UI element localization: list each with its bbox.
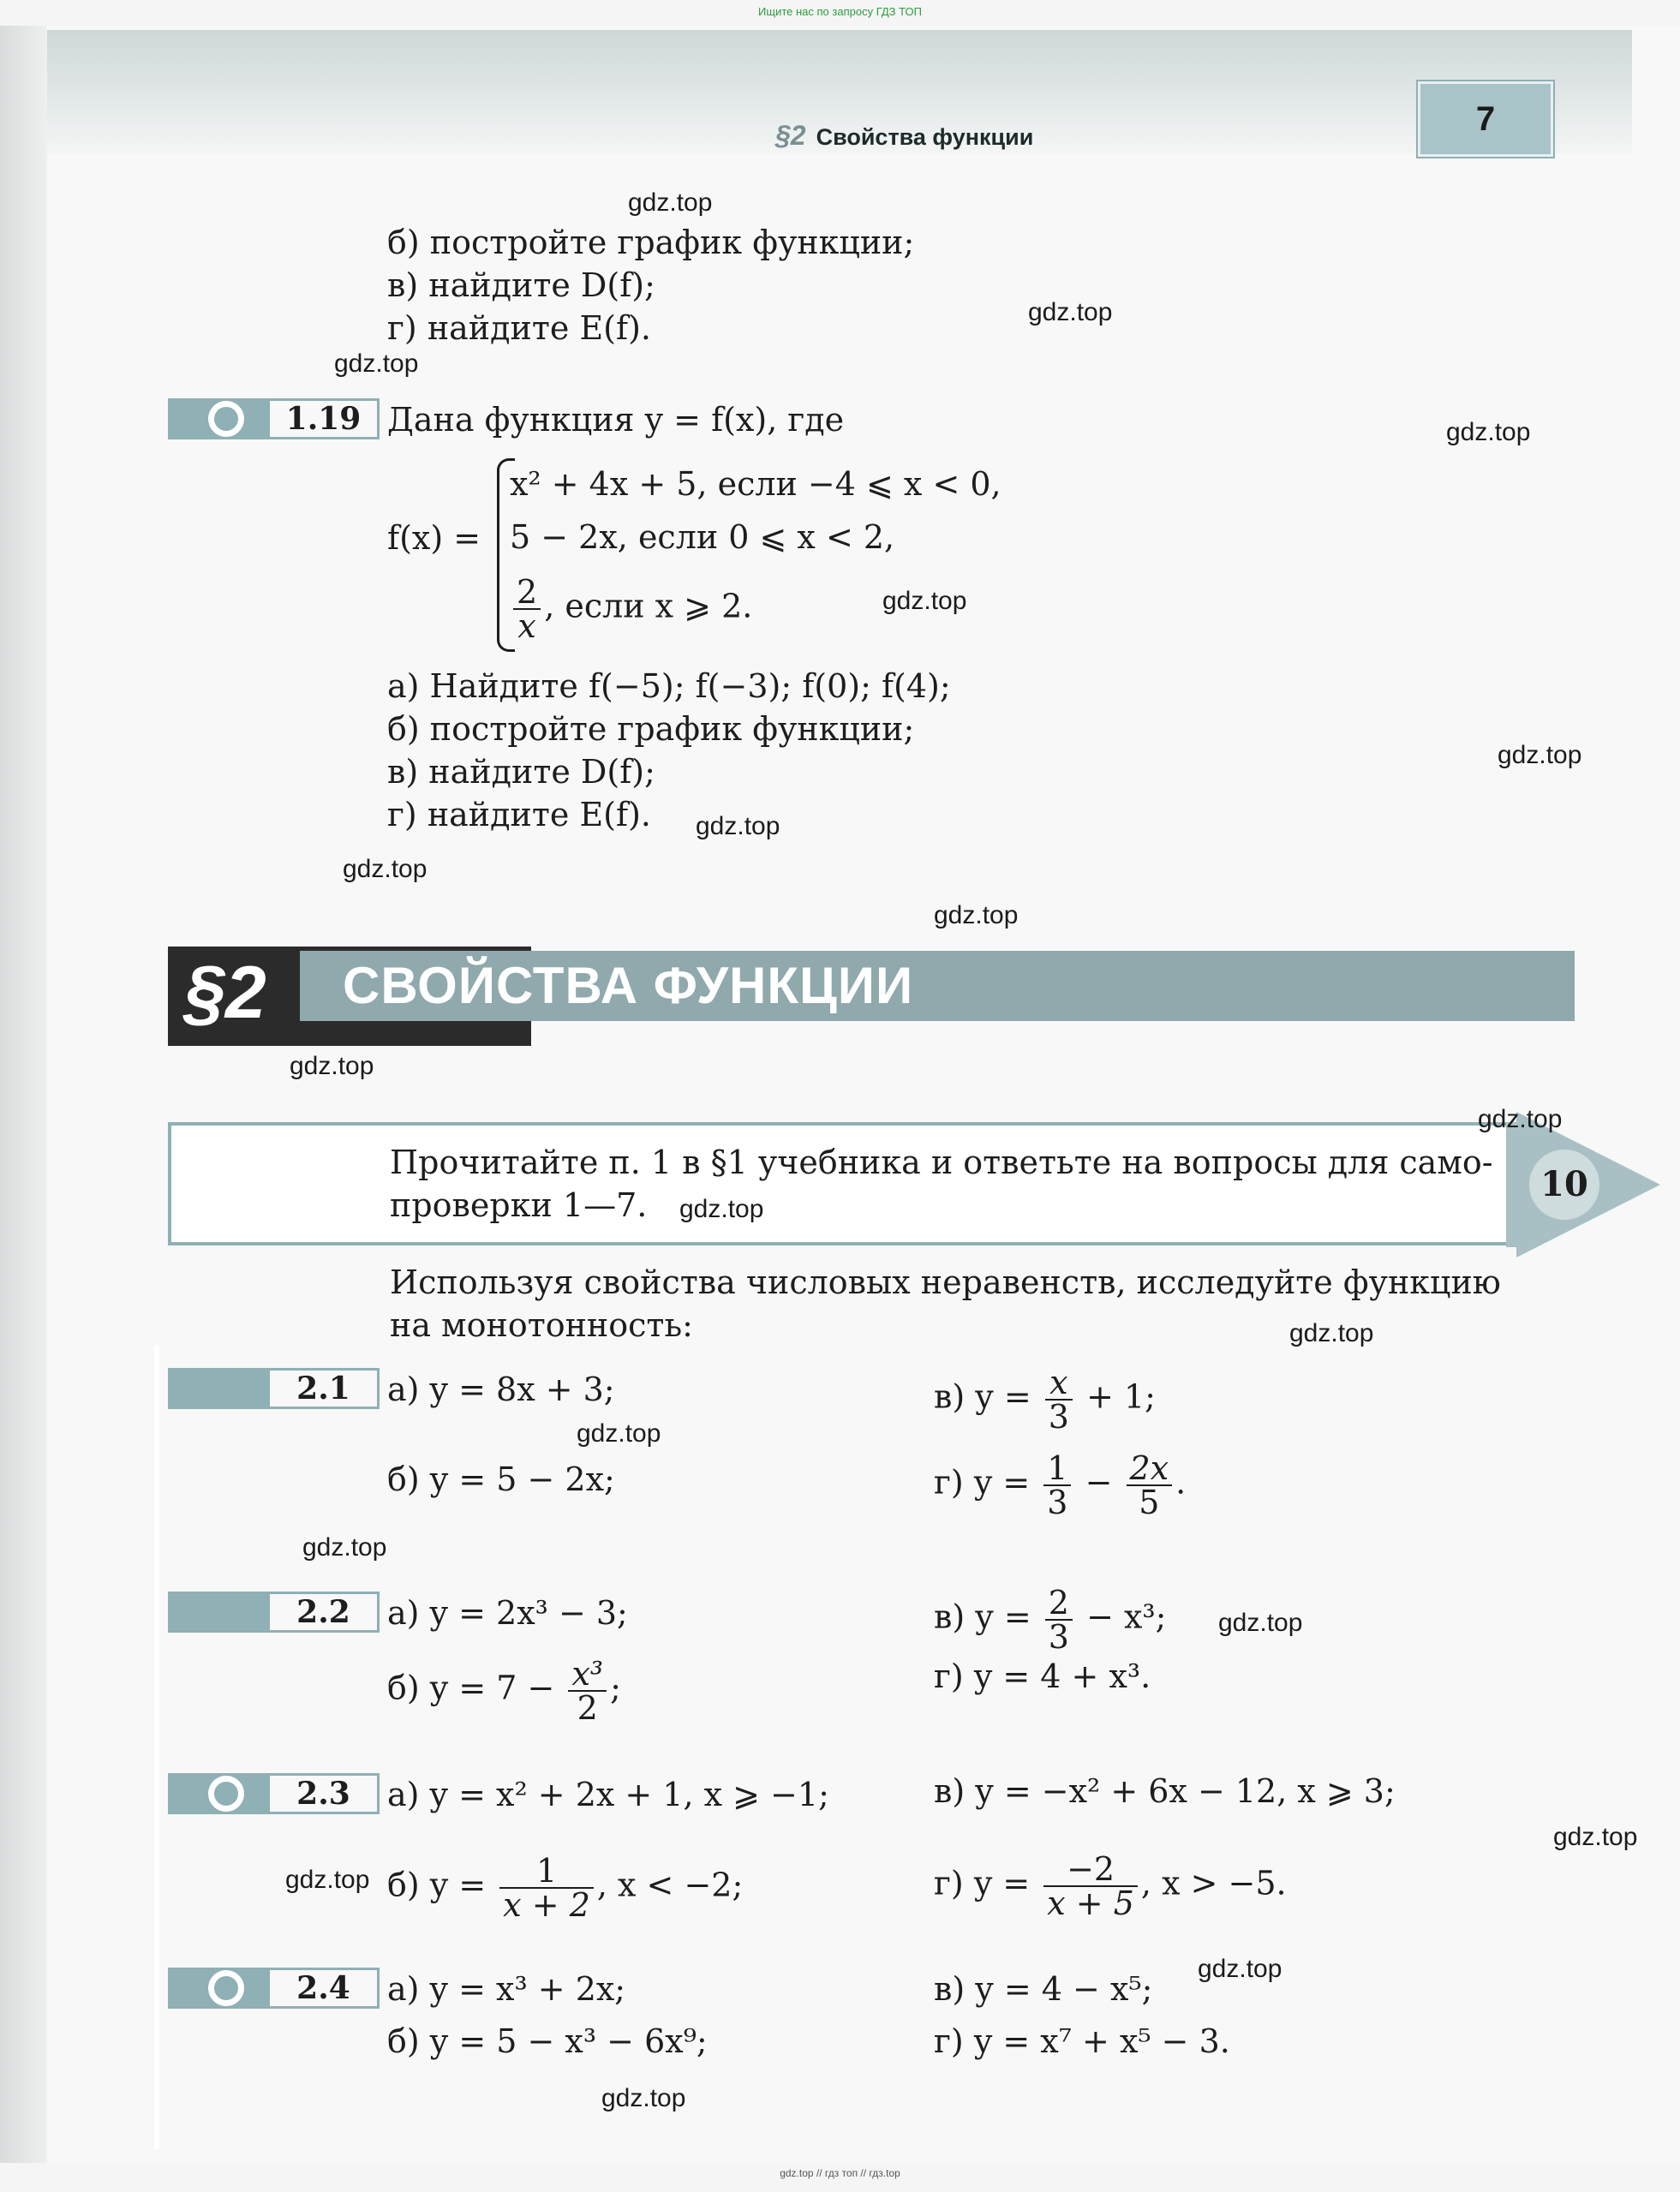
task-number: 2.4 [267,1968,380,2009]
page-number: 7 [1418,81,1553,157]
watermark: gdz.top [285,1866,370,1894]
watermark: gdz.top [302,1533,387,1562]
piecewise-case-1: x² + 4x + 5, если −4 ⩽ x < 0, [510,465,1001,503]
task-2-3-b [387,1852,744,1924]
eq-suffix: − x³; [1086,1598,1167,1636]
case3-numerator: 2 [513,576,541,610]
watermark: gdz.top [601,2084,686,2112]
eq-prefix: б) y = [387,1866,487,1904]
task-2-4-b: б) y = 5 − x³ − 6x⁹; [387,2022,708,2060]
task-2-3-v: в) y = −x² + 6x − 12, x ⩾ 3; [934,1772,1396,1810]
denominator: 3 [1047,1484,1068,1521]
prev-task-v: в) найдите D(f); [387,266,655,304]
section-symbol: §2 [184,952,266,1034]
bottom-note: gdz.top // гдз топ // гдз.top [780,2167,900,2179]
watermark: gdz.top [334,349,419,378]
numerator: 1 [1043,1452,1071,1486]
task-2-1-b: б) y = 5 − 2x; [387,1460,615,1498]
running-head-section: §2 [775,120,806,151]
task-2-3-g [934,1850,1287,1922]
eq-prefix: г) y = [934,1463,1031,1502]
task-2-3-a: а) y = x² + 2x + 1, x ⩾ −1; [387,1776,829,1813]
read-box-line-2: проверки 1—7. [390,1186,648,1224]
top-note: Ищите нас по запросу ГДЗ ТОП [758,5,922,18]
eq-prefix: г) y = [934,1864,1031,1902]
denominator: x + 5 [1047,1884,1134,1922]
task-2-2-g: г) y = 4 + x³. [934,1657,1151,1695]
piecewise-case-2: 5 − 2x, если 0 ⩽ x < 2, [510,518,895,556]
eq-prefix: б) y = 7 − [387,1669,555,1707]
eq-suffix: ; [610,1669,621,1707]
numerator: 1 [499,1855,594,1889]
task-2-2-v [934,1584,1167,1656]
denominator: x + 2 [503,1886,590,1924]
denominator: 3 [1048,1398,1069,1436]
task-2-4-v: в) y = 4 − x⁵; [934,1970,1153,2008]
numerator: 2x [1127,1452,1173,1486]
eq-suffix: , x > −5. [1140,1864,1287,1902]
questions-badge: 10 [1529,1150,1599,1220]
eq-prefix: в) y = [934,1598,1031,1636]
difficulty-circle-icon [208,1776,244,1812]
running-head [775,120,1033,152]
fx-label: f(x) = [387,519,481,557]
numerator: 2 [1045,1586,1073,1621]
task-2-4-a: а) y = x³ + 2x; [387,1970,626,2008]
read-box-line-1: Прочитайте п. 1 в §1 учебника и ответьте на вопросы для само- [390,1144,1493,1181]
eq-suffix: + 1; [1086,1377,1156,1416]
intro-line-2: на монотонность: [390,1306,693,1344]
numerator: −2 [1043,1853,1138,1887]
task-intro: Дана функция y = f(x), где [387,401,845,439]
difficulty-circle-icon [208,1970,244,2006]
eq-suffix: , x < −2; [596,1866,744,1904]
intro-line-1: Используя свойства числовых неравенств, исследуйте функцию [390,1263,1501,1301]
task-2-4-g: г) y = x⁷ + x⁵ − 3. [934,2022,1230,2060]
watermark: gdz.top [1198,1955,1282,1983]
denominator: 3 [1048,1618,1069,1656]
denominator: 2 [577,1689,598,1727]
eq-suffix: . [1175,1463,1187,1502]
denominator: 5 [1139,1484,1160,1521]
watermark: gdz.top [1028,298,1113,326]
page-gutter [0,26,47,2163]
task-number: 2.1 [267,1368,380,1409]
watermark: gdz.top [577,1419,661,1448]
watermark: gdz.top [1446,418,1531,446]
watermark: gdz.top [343,855,427,883]
prev-task-b: б) постройте график функции; [387,224,915,261]
minus-sign: − [1085,1463,1113,1502]
task-2-2-b [387,1655,621,1727]
task-2-2-a: а) y = 2x³ − 3; [387,1594,628,1632]
piecewise-case-3 [510,573,753,645]
case3-denominator: x [517,607,536,645]
case3-tail: , если x ⩾ 2. [544,587,753,625]
task-2-1-a: а) y = 8x + 3; [387,1371,615,1408]
task-number: 1.19 [267,398,380,439]
watermark: gdz.top [628,188,713,217]
task-number: 2.3 [267,1773,380,1814]
task-g: г) найдите E(f). [387,796,651,833]
numerator: x³ [568,1657,607,1692]
watermark: gdz.top [1498,741,1582,769]
watermark: gdz.top [1553,1823,1638,1851]
task-a: а) Найдите f(−5); f(−3); f(0); f(4); [387,667,951,705]
difficulty-circle-icon [208,401,244,437]
section-title: СВОЙСТВА ФУНКЦИИ [300,951,1575,1021]
watermark: gdz.top [696,812,780,840]
task-b: б) постройте график функции; [387,710,915,748]
task-v: в) найдите D(f); [387,753,655,791]
watermark: gdz.top [934,901,1019,929]
watermark: gdz.top [679,1195,764,1223]
numerator: x [1045,1366,1073,1401]
task-2-1-g [934,1449,1187,1521]
watermark: gdz.top [1289,1319,1374,1347]
page [47,26,1680,2163]
prev-task-g: г) найдите E(f). [387,309,651,347]
running-head-title: Свойства функции [816,124,1034,150]
watermark: gdz.top [882,587,967,615]
watermark: gdz.top [1478,1105,1563,1133]
eq-prefix: в) y = [934,1377,1031,1416]
side-rule [154,1345,159,2150]
task-number: 2.2 [267,1592,380,1633]
task-2-1-v [934,1364,1156,1436]
watermark: gdz.top [290,1052,374,1080]
watermark: gdz.top [1218,1609,1303,1637]
